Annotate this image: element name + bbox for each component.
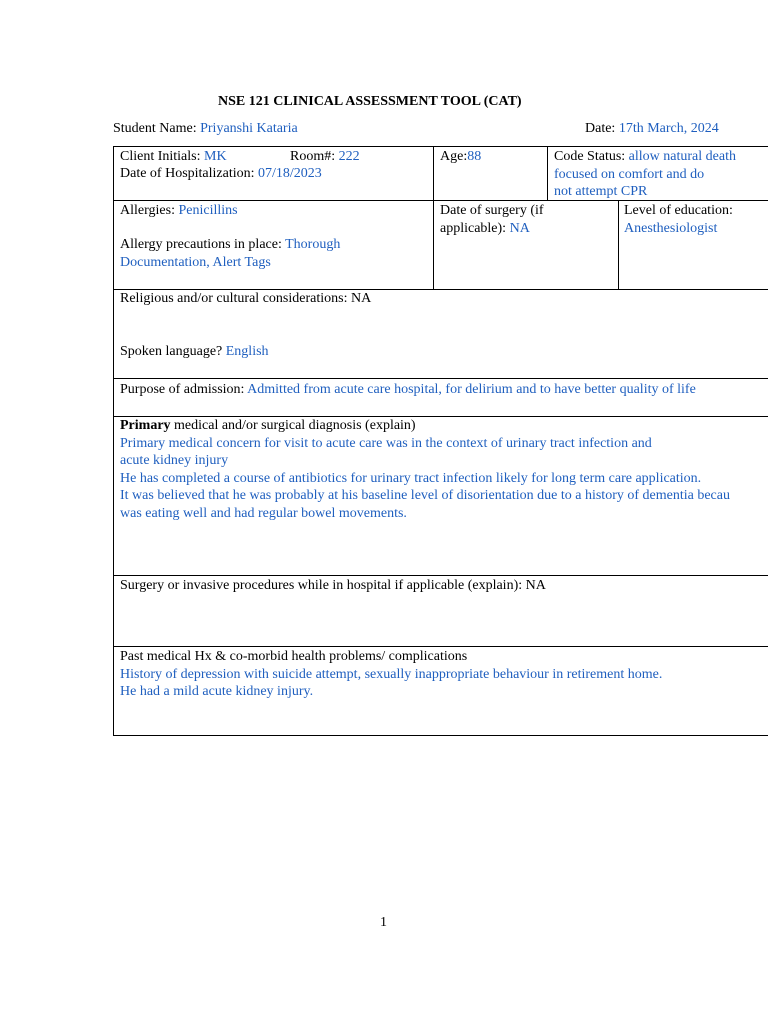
allergies-value: Penicillins	[178, 203, 238, 218]
surgery-procedures-label: Surgery or invasive procedures while in hospital if applicable (explain): NA	[120, 578, 546, 593]
col-divider-code-status	[547, 146, 548, 201]
student-name-line	[113, 120, 298, 138]
education-label: Level of education:	[624, 203, 733, 218]
diagnosis-line: It was believed that he was probably at his baseline level of disorientation due to a history of dementia becau	[120, 488, 730, 503]
date-value: 17th March, 2024	[618, 121, 719, 136]
admission-label: Purpose of admission:	[120, 382, 248, 397]
diagnosis-line: was eating well and had regular bowel movements.	[120, 505, 407, 521]
form-title: NSE 121 CLINICAL ASSESSMENT TOOL (CAT)	[218, 94, 522, 109]
client-initials-value: MK	[204, 149, 227, 164]
col-divider-age	[433, 146, 434, 290]
room-label: Room#:	[290, 149, 339, 164]
diagnosis-label-rest: medical and/or surgical diagnosis (explain)	[170, 418, 416, 433]
code-status-cell	[554, 148, 736, 201]
surgery-date-label-line2: applicable):	[440, 220, 510, 236]
table-border-top	[113, 146, 768, 147]
col-divider-education	[618, 200, 619, 290]
past-history-line: History of depression with suicide attempt, sexually inappropriate behaviour in retirement home.	[120, 666, 663, 682]
past-history-line: He had a mild acute kidney injury.	[120, 684, 314, 699]
religious-label: Religious and/or cultural considerations: NA	[120, 291, 372, 306]
education-cell	[624, 202, 733, 237]
room-value: 222	[338, 149, 360, 164]
diagnosis-line: Primary medical concern for visit to acute care was in the context of urinary tract infection and	[120, 435, 652, 451]
religious-cell	[120, 290, 371, 308]
allergy-precautions-value-line1: Thorough	[285, 237, 341, 252]
row-divider-3	[113, 378, 768, 379]
student-name-value: Priyanshi Kataria	[200, 121, 298, 136]
spoken-language-value: English	[225, 344, 269, 359]
admission-cell	[120, 381, 696, 399]
row-divider-6	[113, 646, 768, 647]
admission-value: Admitted from acute care hospital, for delirium and to have better quality of life	[247, 382, 696, 397]
allergy-precautions-value-line2: Documentation, Alert Tags	[120, 254, 271, 270]
allergies-label: Allergies:	[120, 203, 179, 218]
room-cell	[290, 148, 360, 166]
code-status-value-line1: allow natural death	[628, 149, 736, 164]
client-initials-cell	[120, 148, 227, 166]
diagnosis-line: acute kidney injury	[120, 453, 229, 468]
hospitalization-cell	[120, 165, 322, 183]
date-line	[585, 120, 719, 138]
code-status-value-line2: focused on comfort and do	[554, 166, 705, 182]
surgery-procedures-cell	[120, 577, 546, 595]
hospitalization-label: Date of Hospitalization:	[120, 166, 259, 181]
student-name-label: Student Name:	[113, 121, 201, 136]
allergies-cell	[120, 202, 238, 220]
assessment-form-table	[113, 146, 768, 736]
age-value: 88	[467, 149, 482, 164]
client-initials-label: Client Initials:	[120, 149, 204, 164]
age-cell	[440, 148, 481, 166]
allergy-precautions-label: Allergy precautions in place:	[120, 237, 286, 252]
allergy-precautions-cell	[120, 236, 340, 271]
code-status-label: Code Status:	[554, 149, 629, 164]
date-label: Date:	[585, 121, 619, 136]
diagnosis-cell	[120, 417, 730, 522]
surgery-date-cell	[440, 202, 544, 237]
table-border-bottom	[113, 735, 768, 736]
page-number: 1	[380, 915, 387, 930]
table-border-left	[113, 146, 114, 736]
diagnosis-label-bold: Primary	[120, 418, 171, 433]
past-history-cell	[120, 648, 662, 701]
surgery-date-value: NA	[509, 220, 530, 236]
code-status-value-line3: not attempt CPR	[554, 184, 648, 199]
past-history-label: Past medical Hx & co-morbid health problems/ complications	[120, 649, 468, 664]
row-divider-5	[113, 575, 768, 576]
education-value: Anesthesiologist	[624, 220, 718, 236]
surgery-date-label-line1: Date of surgery (if	[440, 203, 544, 218]
spoken-language-label: Spoken language?	[120, 344, 226, 359]
diagnosis-line: He has completed a course of antibiotics for urinary tract infection likely for long term care application.	[120, 470, 702, 486]
hospitalization-value: 07/18/2023	[258, 166, 322, 181]
age-label: Age:	[440, 149, 468, 164]
spoken-language-cell	[120, 343, 269, 361]
